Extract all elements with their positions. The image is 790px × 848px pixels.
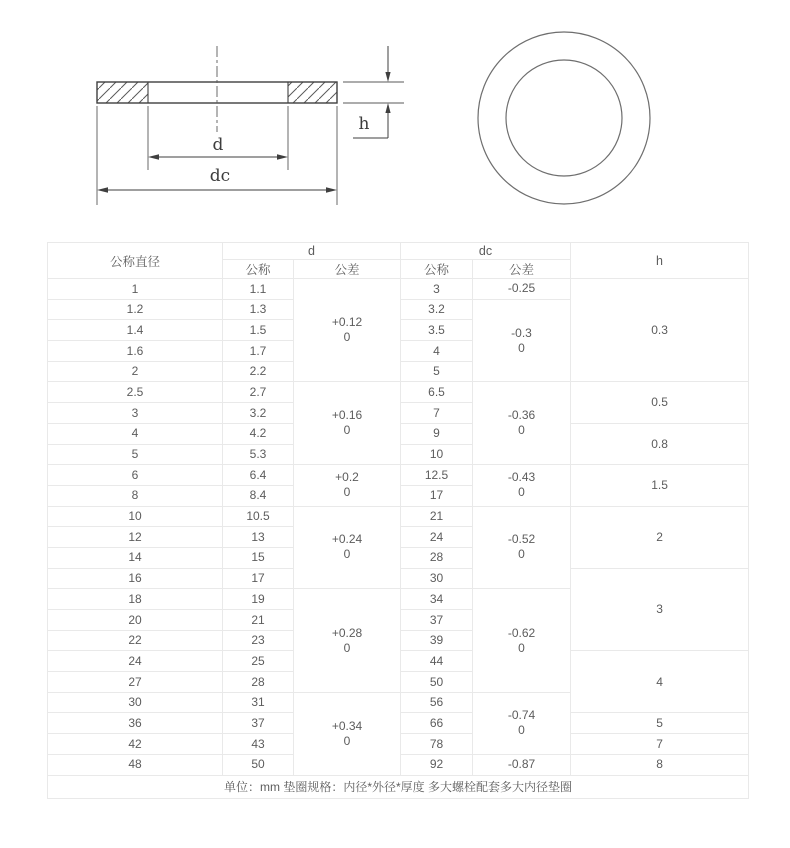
size-cell: 4 [48, 423, 223, 444]
dc-nominal-cell: 66 [401, 713, 473, 734]
h-cell: 8 [571, 754, 749, 775]
size-cell: 2 [48, 361, 223, 382]
inner-circle [506, 60, 622, 176]
d-nominal-cell: 1.7 [223, 341, 294, 362]
size-cell: 42 [48, 734, 223, 755]
dc-nominal-cell: 78 [401, 734, 473, 755]
dc-nominal-cell: 7 [401, 403, 473, 424]
dc-nominal-cell: 50 [401, 672, 473, 693]
dc-nominal-cell: 28 [401, 547, 473, 568]
dc-tolerance-cell: -0.87 [473, 754, 571, 775]
washer-spec-table [47, 242, 749, 799]
size-cell: 14 [48, 547, 223, 568]
dimension-h [343, 46, 404, 138]
h-cell: 0.3 [571, 279, 749, 382]
dc-nominal-cell: 56 [401, 692, 473, 713]
header-d-nominal: 公称 [223, 260, 294, 279]
d-nominal-cell: 15 [223, 547, 294, 568]
left-hatch-region [97, 82, 148, 103]
d-tolerance-cell: +0.28 0 [294, 589, 401, 692]
h-cell: 2 [571, 506, 749, 568]
dc-nominal-cell: 34 [401, 589, 473, 610]
inner-diameter-label: d [212, 135, 224, 155]
d-nominal-cell: 10.5 [223, 506, 294, 527]
size-cell: 36 [48, 713, 223, 734]
washer-front-view [478, 32, 650, 204]
size-cell: 6 [48, 465, 223, 486]
d-nominal-cell: 23 [223, 630, 294, 651]
header-d: d [223, 243, 401, 260]
spec-table-body [48, 279, 749, 776]
size-cell: 1.4 [48, 320, 223, 341]
size-cell: 24 [48, 651, 223, 672]
size-cell: 20 [48, 610, 223, 631]
d-nominal-cell: 3.2 [223, 403, 294, 424]
dc-nominal-cell: 12.5 [401, 465, 473, 486]
washer-cross-section [97, 46, 337, 132]
table-row [48, 465, 749, 486]
outer-circle [478, 32, 650, 204]
dc-nominal-cell: 21 [401, 506, 473, 527]
dc-nominal-cell: 6.5 [401, 382, 473, 403]
h-cell: 0.5 [571, 382, 749, 423]
d-nominal-cell: 1.1 [223, 279, 294, 300]
dc-nominal-cell: 3.2 [401, 299, 473, 320]
table-footer-row [48, 775, 749, 798]
d-nominal-cell: 31 [223, 692, 294, 713]
right-hatch-region [288, 82, 337, 103]
dc-nominal-cell: 9 [401, 423, 473, 444]
size-cell: 18 [48, 589, 223, 610]
d-nominal-cell: 19 [223, 589, 294, 610]
h-cell: 3 [571, 568, 749, 651]
dc-tolerance-cell: -0.62 0 [473, 589, 571, 692]
header-d-tolerance: 公差 [294, 260, 401, 279]
h-cell: 4 [571, 651, 749, 713]
size-cell: 1 [48, 279, 223, 300]
d-nominal-cell: 6.4 [223, 465, 294, 486]
dc-nominal-cell: 3.5 [401, 320, 473, 341]
dc-nominal-cell: 39 [401, 630, 473, 651]
outer-diameter-label: dc [209, 166, 231, 186]
d-nominal-cell: 50 [223, 754, 294, 775]
dc-tolerance-cell: -0.25 [473, 279, 571, 300]
size-cell: 22 [48, 630, 223, 651]
h-cell: 7 [571, 734, 749, 755]
d-nominal-cell: 2.7 [223, 382, 294, 403]
h-cell: 5 [571, 713, 749, 734]
dc-tolerance-cell: -0.43 0 [473, 465, 571, 506]
d-nominal-cell: 43 [223, 734, 294, 755]
dc-tolerance-cell: -0.52 0 [473, 506, 571, 589]
d-nominal-cell: 21 [223, 610, 294, 631]
table-row [48, 279, 749, 300]
d-nominal-cell: 8.4 [223, 485, 294, 506]
arrow-left-icon [97, 187, 108, 193]
d-tolerance-cell: +0.2 0 [294, 465, 401, 506]
size-cell: 1.6 [48, 341, 223, 362]
size-cell: 48 [48, 754, 223, 775]
d-tolerance-cell: +0.16 0 [294, 382, 401, 465]
size-cell: 8 [48, 485, 223, 506]
d-nominal-cell: 25 [223, 651, 294, 672]
d-tolerance-cell: +0.12 0 [294, 279, 401, 382]
dimension-dc [97, 166, 337, 193]
d-nominal-cell: 13 [223, 527, 294, 548]
size-cell: 2.5 [48, 382, 223, 403]
d-nominal-cell: 1.5 [223, 320, 294, 341]
d-nominal-cell: 2.2 [223, 361, 294, 382]
washer-technical-drawing [0, 0, 790, 235]
dimension-d [148, 135, 288, 160]
header-dc-tolerance: 公差 [473, 260, 571, 279]
table-header [48, 243, 749, 279]
table-row [48, 382, 749, 403]
size-cell: 12 [48, 527, 223, 548]
d-nominal-cell: 1.3 [223, 299, 294, 320]
arrow-right-icon [277, 154, 288, 160]
size-cell: 5 [48, 444, 223, 465]
dc-nominal-cell: 5 [401, 361, 473, 382]
d-tolerance-cell: +0.34 0 [294, 692, 401, 775]
arrow-down-icon [385, 72, 390, 82]
size-cell: 27 [48, 672, 223, 693]
arrow-left-icon [148, 154, 159, 160]
d-nominal-cell: 37 [223, 713, 294, 734]
header-dc: dc [401, 243, 571, 260]
thickness-label: h [358, 114, 370, 134]
d-nominal-cell: 17 [223, 568, 294, 589]
size-cell: 3 [48, 403, 223, 424]
d-nominal-cell: 5.3 [223, 444, 294, 465]
dc-tolerance-cell: -0.3 0 [473, 299, 571, 382]
dc-nominal-cell: 3 [401, 279, 473, 300]
dc-nominal-cell: 4 [401, 341, 473, 362]
table-row [48, 506, 749, 527]
header-dc-nominal: 公称 [401, 260, 473, 279]
size-cell: 16 [48, 568, 223, 589]
dc-tolerance-cell: -0.36 0 [473, 382, 571, 465]
dc-tolerance-cell: -0.74 0 [473, 692, 571, 754]
dc-nominal-cell: 30 [401, 568, 473, 589]
d-nominal-cell: 28 [223, 672, 294, 693]
h-cell: 1.5 [571, 465, 749, 506]
header-nominal-diameter: 公称直径 [48, 243, 223, 279]
dc-nominal-cell: 17 [401, 485, 473, 506]
d-tolerance-cell: +0.24 0 [294, 506, 401, 589]
dc-nominal-cell: 10 [401, 444, 473, 465]
size-cell: 10 [48, 506, 223, 527]
d-nominal-cell: 4.2 [223, 423, 294, 444]
size-cell: 30 [48, 692, 223, 713]
unit-note: 单位：mm 垫圈规格：内径*外径*厚度 多大螺栓配套多大内径垫圈 [48, 775, 749, 798]
dc-nominal-cell: 24 [401, 527, 473, 548]
arrow-right-icon [326, 187, 337, 193]
header-h: h [571, 243, 749, 279]
dc-nominal-cell: 37 [401, 610, 473, 631]
size-cell: 1.2 [48, 299, 223, 320]
dc-nominal-cell: 92 [401, 754, 473, 775]
h-cell: 0.8 [571, 423, 749, 464]
dc-nominal-cell: 44 [401, 651, 473, 672]
